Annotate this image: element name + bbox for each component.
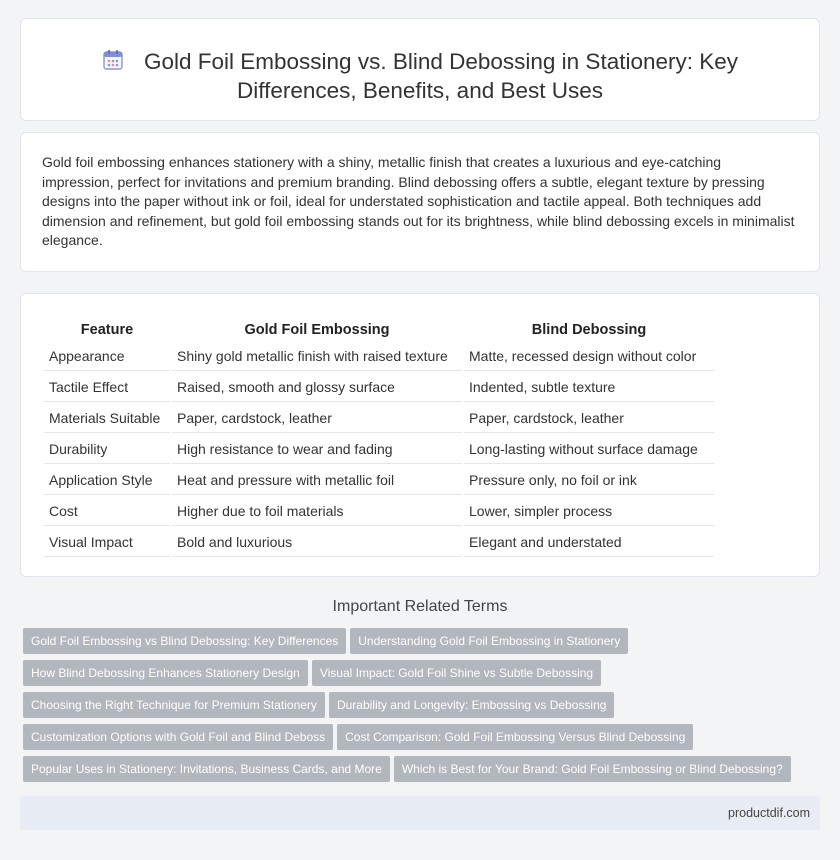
header-blind-debossing: Blind Debossing [531,321,647,338]
table-row [44,528,714,557]
table-row [44,435,714,464]
related-term-tag[interactable]: Customization Options with Gold Foil and Blind Deboss [23,724,333,750]
intro-paragraph: Gold foil embossing enhances stationery with a shiny, metallic finish that creates a luxurious and eye-catching impression, perfect for invitations and premium branding. Blind debossing offers a subtle, elegant texture by pressing designs into the paper without ink or foil, ideal for understated sophistication and tactile appeal. Both techniques add dimension and refinement, but gold foil embossing stands out for its brightness, while blind debossing excels in minimalist elegance. [42,154,795,249]
gold-foil-cell: High resistance to wear and fading [172,435,462,464]
header-card [20,18,820,121]
feature-cell: Visual Impact [44,528,170,557]
related-term-tag[interactable]: How Blind Debossing Enhances Stationery Design [23,660,308,686]
blind-debossing-cell: Paper, cardstock, leather [464,404,714,433]
page-title-text: Gold Foil Embossing vs. Blind Debossing in Stationery: Key Differences, Benefits, and Best Uses [143,49,739,103]
table-row [44,497,714,526]
related-term-tag[interactable]: Understanding Gold Foil Embossing in Stationery [350,628,628,654]
table-row [44,404,714,433]
blind-debossing-cell: Elegant and understated [464,528,714,557]
feature-cell: Durability [44,435,170,464]
table-row [44,342,714,371]
header-gold-foil: Gold Foil Embossing [244,321,390,338]
feature-cell: Cost [44,497,170,526]
gold-foil-cell: Raised, smooth and glossy surface [172,373,462,402]
footer [20,796,820,830]
related-term-tag[interactable]: Gold Foil Embossing vs Blind Debossing: Key Differences [23,628,346,654]
gold-foil-cell: Shiny gold metallic finish with raised texture [172,342,462,371]
related-term-tag[interactable]: Cost Comparison: Gold Foil Embossing Versus Blind Debossing [337,724,693,750]
blind-debossing-cell: Lower, simpler process [464,497,714,526]
related-term-tag[interactable]: Durability and Longevity: Embossing vs Debossing [329,692,614,718]
related-terms-heading: Important Related Terms [332,598,508,615]
table-row [44,373,714,402]
gold-foil-cell: Bold and luxurious [172,528,462,557]
intro-card [20,132,820,272]
related-term-tag[interactable]: Visual Impact: Gold Foil Shine vs Subtle Debossing [312,660,601,686]
feature-cell: Application Style [44,466,170,495]
calendar-icon [102,49,124,71]
related-terms-list [23,628,813,788]
header-feature: Feature [80,321,134,338]
blind-debossing-cell: Long-lasting without surface damage [464,435,714,464]
blind-debossing-cell: Indented, subtle texture [464,373,714,402]
tag-row [23,756,813,788]
gold-foil-cell: Heat and pressure with metallic foil [172,466,462,495]
related-term-tag[interactable]: Which is Best for Your Brand: Gold Foil Embossing or Blind Debossing? [394,756,791,782]
tag-row [23,724,813,756]
gold-foil-cell: Paper, cardstock, leather [172,404,462,433]
gold-foil-cell: Higher due to foil materials [172,497,462,526]
comparison-table [42,315,716,559]
comparison-card [20,293,820,577]
related-term-tag[interactable]: Popular Uses in Stationery: Invitations, Business Cards, and More [23,756,390,782]
related-term-tag[interactable]: Choosing the Right Technique for Premium Stationery [23,692,325,718]
table-row [44,466,714,495]
blind-debossing-cell: Matte, recessed design without color [464,342,714,371]
page-title [61,47,779,105]
tag-row [23,660,813,692]
tag-row [23,628,813,660]
blind-debossing-cell: Pressure only, no foil or ink [464,466,714,495]
site-link[interactable]: productdif.com [728,806,810,820]
feature-cell: Appearance [44,342,170,371]
tag-row [23,692,813,724]
table-header-row [44,317,714,340]
feature-cell: Materials Suitable [44,404,170,433]
feature-cell: Tactile Effect [44,373,170,402]
